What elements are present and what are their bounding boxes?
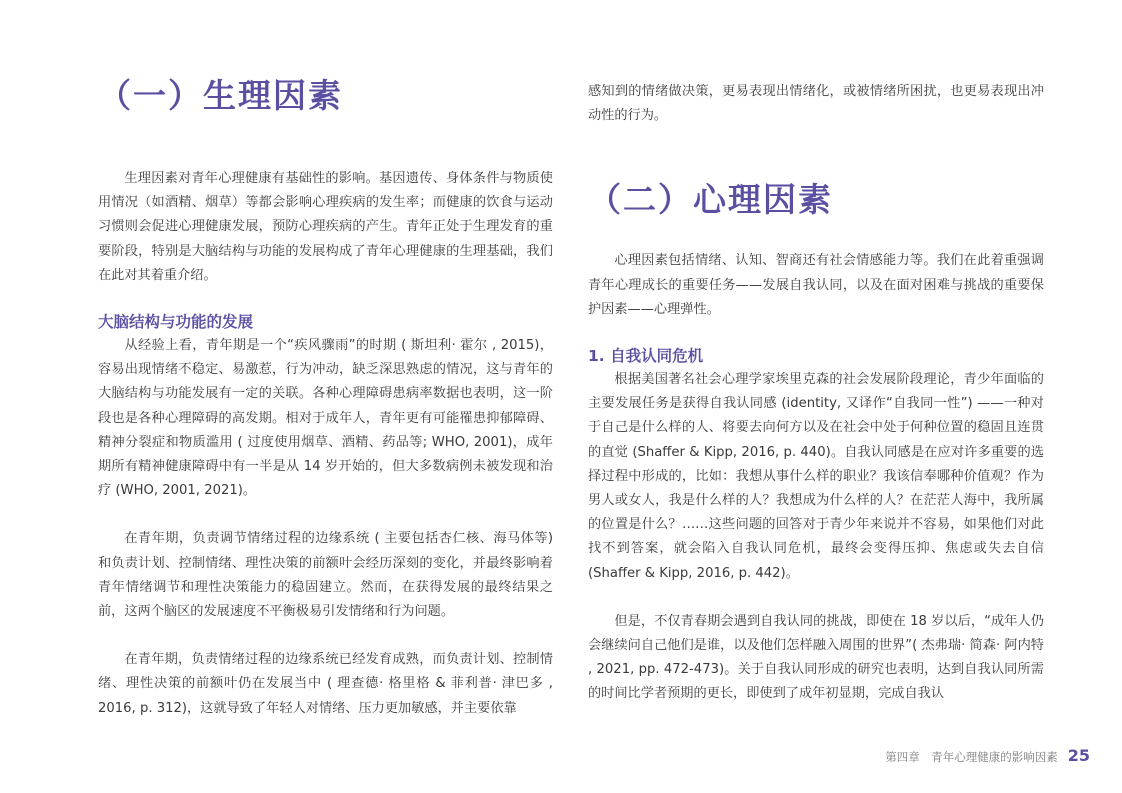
psychological-intro: 心理因素包括情绪、认知、智商还有社会情感能力等。我们在此着重强调青年心理成长的重要任务——发展自我认同，以及在面对困难与挑战的重要保护因素——心理弹性。 xyxy=(588,253,1044,317)
brain-paragraph-3: 在青年期，负责情绪过程的边缘系统已经发育成熟，而负责计划、控制情绪、理性决策的前额叶仍在发展当中 ( 理查德· 格里格 & 菲利普· 津巴多 , 2016, p. 312)，这就导致了年轻人对情绪、压力更加敏感，并主要依靠 xyxy=(98,652,553,716)
subheading-identity-crisis: 1. 自我认同危机 xyxy=(588,347,704,366)
continuation-paragraph: 感知到的情绪做决策，更易表现出情绪化，或被情绪所困扰，也更易表现出冲动性的行为。 xyxy=(588,84,1044,124)
page-footer xyxy=(885,746,1090,765)
section-heading-physiological: （一）生理因素 xyxy=(98,76,343,115)
identity-paragraph-1: 根据美国著名社会心理学家埃里克森的社会发展阶段理论，青少年面临的主要发展任务是获得自我认同感 (identity, 又译作“自我同一性”) ——一种对于自己是什么样的人、将要去向何方以及在社会中处于何种位置的稳固且连贯的直觉 (Shaffer & Kipp, 2016, p. 440)。自我认同感是在应对许多重要的选择过程中形成的，比如：我想从事什么样的职业？我该信奉哪种价值观？作为男人或女人，我是什么样的人？我想成为什么样的人？在茫茫人海中，我所属的位置是什么？……这些问题的回答对于青少年来说并不容易，如果他们对此找不到答案，就会陷入自我认同危机，最终会变得压抑、焦虑或失去自信 (Shaffer & Kipp, 2016, p. 442)。 xyxy=(588,372,1044,581)
identity-paragraph-2: 但是，不仅青春期会遇到自我认同的挑战，即使在 18 岁以后，“成年人仍会继续问自己他们是谁，以及他们怎样融入周围的世界”( 杰弗瑞· 简森· 阿内特 , 2021, pp. 472-473)。关于自我认同形成的研究也表明，达到自我认同所需的时间比学者预期的更长，即使到了成年初显期，完成自我认 xyxy=(588,613,1044,702)
section-heading-psychological: （二）心理因素 xyxy=(588,180,833,220)
chapter-title: 第四章 青年心理健康的影响因素 xyxy=(885,750,1058,764)
brain-paragraph-1: 从经验上看，青年期是一个“疾风骤雨”的时期 ( 斯坦利· 霍尔 , 2015)，容易出现情绪不稳定、易激惹，行为冲动，缺乏深思熟虑的情况，这与青年的大脑结构与功能发展有一定的关联。各种心理障碍患病率数据也表明，这一阶段也是各种心理障碍的高发期。相对于成年人，青年更有可能罹患抑郁障碍、精神分裂症和物质滥用 ( 过度使用烟草、酒精、药品等; WHO, 2001)，成年期所有精神健康障碍中有一半是从 14 岁开始的，但大多数病例未被发现和治疗 (WHO, 2001, 2021)。 xyxy=(98,338,553,499)
physiological-intro: 生理因素对青年心理健康有基础性的影响。基因遗传、身体条件与物质使用情况（如酒精、烟草）等都会影响心理疾病的发生率；而健康的饮食与运动习惯则会促进心理健康发展，预防心理疾病的产生。青年正处于生理发育的重要阶段，特别是大脑结构与功能的发展构成了青年心理健康的生理基础，我们在此对其着重介绍。 xyxy=(98,171,553,283)
left-column xyxy=(98,70,553,721)
right-column xyxy=(588,80,1044,707)
brain-paragraph-2: 在青年期，负责调节情绪过程的边缘系统 ( 主要包括杏仁核、海马体等) 和负责计划、控制情绪、理性决策的前额叶会经历深刻的变化，并最终影响着青年情绪调节和理性决策能力的稳固建立。然而，在获得发展的最终结果之前，这两个脑区的发展速度不平衡极易引发情绪和行为问题。 xyxy=(98,531,553,620)
subheading-brain-development: 大脑结构与功能的发展 xyxy=(98,313,254,332)
page-number: 25 xyxy=(1067,746,1090,765)
